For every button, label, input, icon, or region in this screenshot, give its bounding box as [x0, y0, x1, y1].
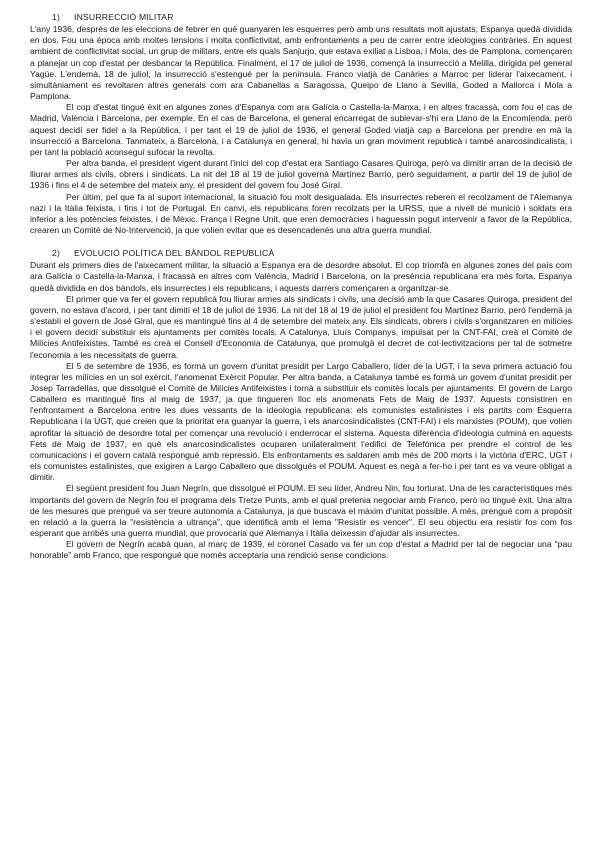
section-2-paragraph: El govern de Negrín acabà quan, al març de 1939, el coronel Casado va fer un cop d'estat a Madrid per tal de negociar una "pau honorable" amb Franco, que respongué que només acceptaria una rendició sense condicions.: [30, 539, 572, 561]
section-1-paragraph: El cop d'estat tingué èxit en algunes zones d'Espanya com ara Galícia o Castella-la-Manxa, i en altres fracassà, com fou el cas de Madrid, València i Barcelona, per exemple. En el cas de Barcelona, el general encarregat de sublevar-s'hi era Llano de la Encomienda, però aquest decidí ser fidel a la República, i per tant el 19 de juliol de 1936, el general Goded viatjà cap a Barcelona per prendre en mà la insurrecció a Barcelona. Tanmateix, a Barcelona, i a Catalunya en general, hi havia un gran moviment republicà i també anarcosindicalista, i per tant la població aconseguí sufocar la revolta.: [30, 102, 572, 157]
section-2-paragraph: Durant els primers dies de l'aixecament militar, la situació a Espanya era de desordre absolut. El cop triomfà en algunes zones del país com ara Galícia o Castella-la-Manxa, i fracassà en altres com València, Madrid i Barcelona, on la presència republicana era més forta. Espanya quedà dividida en dos bàndols, els insurrectes i els republicans, i aquests darrers començaren a organitzar-se.: [30, 260, 572, 293]
section-2-paragraph: El primer que va fer el govern republicà fou lliurar armes als sindicats i civils, una decisió amb la que Casares Quiroga, president del govern, no estava d'acord, i per tant dimití el 18 de juliol de 1936. La nit del 18 al 19 de juliol el president fou Martínez Barrio, però l'endemà ja s'establí el govern de José Giral, que es mantingué fins al 4 de setembre del mateix any. Els sindicats, obrers i civils s'organitzaren en milícies i el govern decidí substituir els ajuntaments per comitès locals. A Catalunya, Lluís Companys, impulsat per la CNT-FAI, creà el Comitè de Milícies Antifeixistes. També es creà el Consell d'Economia de Catalunya, que promulgà el decret de col·lectivitzacions per tal de sotmetre l'economia a les necessitats de guerra.: [30, 293, 572, 360]
section-1-heading: [52, 12, 572, 23]
section-2-title: EVOLUCIÓ POLÍTICA DEL BÀNDOL REPUBLICÀ: [74, 248, 275, 259]
section-2-paragraph: El següent president fou Juan Negrín, que dissolgué el POUM. El seu líder, Andreu Nin, fou torturat. Una de les característiques més importants del govern de Negrín fou el programa dels Tretze Punts, amb el qual pretenia negociar amb Franco, però no tingué èxit. Una altra de les mesures que prengué va ser treure autonomia a Catalunya, ja que buscava el màxim d'unitat possible. A més, prengué com a propòsit en relació a la guerra la "resistència a ultrança", que identificà amb el lema "Resistir es vencer". El seu objectiu era resistir fos com fos esperant que arribés una guerra mundial, que provocaria que Alemanya i Itàlia deixessin d'ajudar als insurrectes.: [30, 483, 572, 539]
section-2-number: 2): [52, 248, 61, 259]
section-1-paragraph: Per últim, pel que fa al suport internacional, la situació fou molt desigualada. Els insurrectes reberen el recolzament de l'Alemanya nazi i la Itàlia feixista, i fins i tot de Portugal. En canvi, els republicans foren recolzats per la URSS, que a nivell de munició i soldats era inferior a les potències feixistes, i de Mèxic. França i Regne Unit, que eren democràcies i haguessin pogut intervenir a favor de la República, crearen un Comitè de No-Intervenció, ja que volien evitar que es desencadenés una altra guerra mundial.: [30, 191, 572, 235]
section-1-number: 1): [52, 12, 61, 22]
section-1-paragraph: Per altra banda, el president vigent durant l'inici del cop d'estat era Santiago Casares Quiroga, però va dimitir arran de la decisió de lliurar armes als civils, obrers i sindicats. La nit del 18 al 19 de juliol governà Martínez Barrio, però seguidament, a partir del 19 de juliol de 1936 i fins el 4 de setembre del mateix any, el president del govern fou José Giral.: [30, 158, 572, 191]
section-2-heading: [52, 248, 572, 259]
document-page: [30, 12, 572, 562]
section-1-paragraph: L'any 1936, després de les eleccions de febrer en què guanyaren les esquerres però amb uns resultats molt ajustats, Espanya quedà dividida en dos. Fou una època amb moltes tensions i molta conflictivitat, amb enfrontaments a peu de carrer entre ideologies contràries. En aquest ambient de conflictivitat social, un grup de militars, entre els quals Sanjurjo, que estava exiliat a Lisboa, i Mola, des de Pamplona, començaren a planejar un cop d'estat per desbancar la República. Finalment, el 17 de juliol de 1936, començà la insurrecció a Melilla, dirigida pel general Yagüe. L'endemà, 18 de juliol, la insurrecció s'estengué per la península. Franco viatjà de Canàries a Marroc per liderar l'aixecament, i simultàniament es revoltaren altres generals com ara Cabanellas a Saragossa, Queipo de Llano a Sevilla, Goded a Mallorca i Mola a Pamplona.: [30, 24, 572, 102]
section-1-title: INSURRECCIÓ MILITAR: [74, 12, 174, 22]
section-2-paragraph: El 5 de setembre de 1936, es formà un govern d'unitat presidit per Largo Caballero, líder de la UGT, i la seva primera actuació fou integrar les milícies en un sol exèrcit, l'anomenat Exèrcit Popular. Per altra banda, a Catalunya també es formà un govern d'unitat presidit per Josep Tarradellas, que dissolgué el Comitè de Milícies Antifeixistes i tornà a substituir els comitès locals per ajuntaments. El govern de Largo Caballero es mantingué fins al maig de 1937, ja que tingueren lloc els anomenats Fets de Maig de 1937. Aquests consistiren en l'enfrontament a Barcelona entre les dues vessants de la ideologia republicana: els comunistes estalinistes i els partits com Esquerra Republicana i la UGT, que creien que la prioritat era guanyar la guerra, i els anarcosindicalistes (CNT-FAI) i els marxistes (POUM), que volien aprofitar la situació de desordre total per començar una revolució i enderrocar el sistema. Aquesta diferència d'ideologia culminà en aquests Fets de Maig de 1937, en què els anarcosindicalistes ocuparen unilateralment l'edifici de Telefònica per prendre el control de les comunicacions i el govern català respongué amb repressió. Els enfrontaments es saldaren amb més de 200 morts i la victòria d'ERC, UGT i els comunistes estalinistes, que exigiren a Largo Caballero que dissolgués el POUM. Aquest es negà a fer-ho i per tant es va veure obligat a dimitir.: [30, 360, 572, 483]
